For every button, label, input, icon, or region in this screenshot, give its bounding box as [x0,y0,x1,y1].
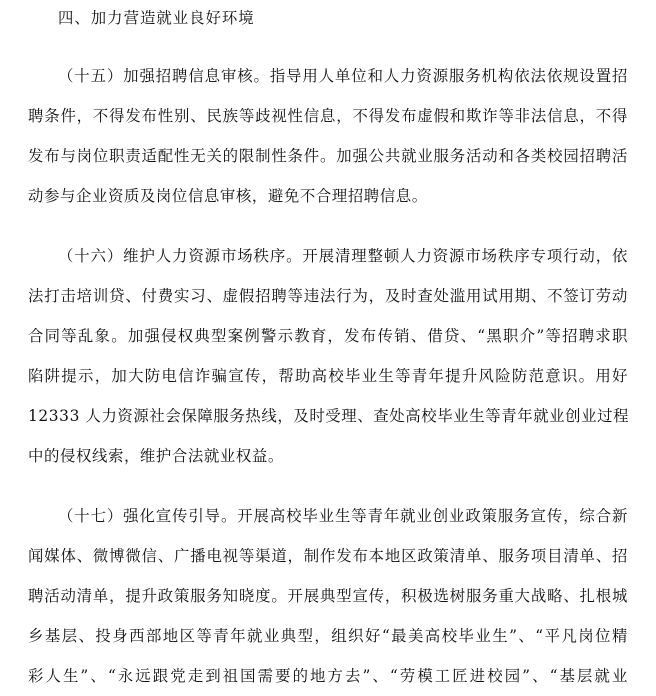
paragraph-line: 聘活动清单，提升政策服务知晓度。开展典型宣传，积极选树服务重大战略、扎根城 [28,587,628,605]
paragraph-line: 陷阱提示，加大防电信诈骗宣传，帮助高校毕业生等青年提升风险防范意识。用好 [28,367,628,385]
paragraph-line: 合同等乱象。加强侵权典型案例警示教育，发布传销、借贷、“黑职介”等招聘求职 [28,327,628,345]
paragraph-line: 12333 人力资源社会保障服务热线，及时受理、查处高校毕业生等青年就业创业过程 [28,407,630,425]
paragraph-line: 动参与企业资质及岗位信息审核，避免不合理招聘信息。 [28,187,428,205]
paragraph-line: 法打击培训贷、付费实习、虚假招聘等违法行为，及时查处滥用试用期、不签订劳动 [28,287,628,305]
paragraph-line: （十六）维护人力资源市场秩序。开展清理整顿人力资源市场秩序专项行动，依 [58,247,628,265]
paragraph-line: 闻媒体、微博微信、广播电视等渠道，制作发布本地区政策清单、服务项目清单、招 [28,547,628,565]
paragraph-line: （十五）加强招聘信息审核。指导用人单位和人力资源服务机构依法依规设置招 [58,67,628,85]
paragraph-line: （十七）强化宣传引导。开展高校毕业生等青年就业创业政策服务宣传，综合新 [58,507,628,525]
paragraph-line: 发布与岗位职责适配性无关的限制性条件。加强公共就业服务活动和各类校园招聘活 [28,147,628,165]
paragraph-line: 中的侵权线索，维护合法就业权益。 [28,447,284,465]
paragraph-line: 乡基层、投身西部地区等青年就业典型，组织好“最美高校毕业生”、“平凡岗位精 [28,627,628,645]
section-heading: 四、加力营造就业良好环境 [58,9,255,27]
paragraph-line: 聘条件，不得发布性别、民族等歧视性信息，不得发布虚假和欺诈等非法信息，不得 [28,107,628,125]
paragraph-line: 彩人生”、“永远跟党走到祖国需要的地方去”、“劳模工匠进校园”、“基层就业 [28,667,628,685]
